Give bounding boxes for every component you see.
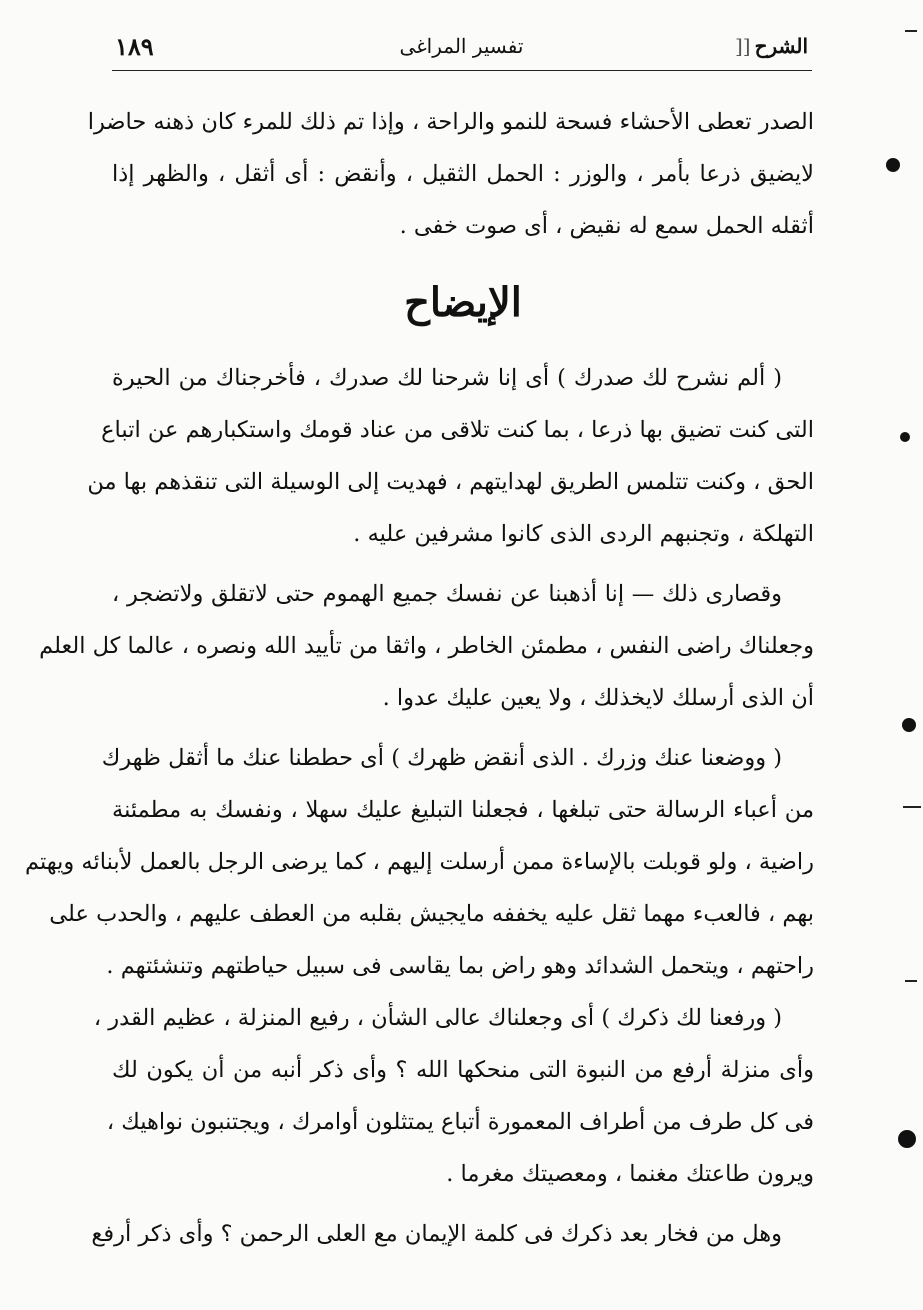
text-line: فى كل طرف من أطراف المعمورة أتباع يمتثلون أوامرك ، ويجتنبون نواهيك ، bbox=[106, 1109, 814, 1135]
page-body bbox=[24, 96, 814, 1260]
text-line: من أعباء الرسالة حتى تبلغها ، فجعلنا التبليغ عليك سهلا ، ونفسك به مطمئنة bbox=[112, 797, 814, 823]
intro-paragraph bbox=[87, 96, 814, 252]
scan-mark-icon bbox=[886, 158, 900, 172]
header-book-title: تفسير المراغى bbox=[399, 34, 524, 58]
text-line: راضية ، ولو قوبلت بالإساءة ممن أرسلت إليهم ، كما يرضى الرجل بالعمل لأبنائه ويهتم bbox=[24, 849, 814, 875]
page-number: ١٨٩ bbox=[115, 32, 154, 61]
text-line: لايضيق ذرعا بأمر ، والوزر : الحمل الثقيل ، وأنقض : أى أثقل ، والظهر إذا bbox=[112, 161, 814, 187]
scan-tick-icon bbox=[905, 30, 917, 32]
text-line: وجعلناك راضى النفس ، مطمئن الخاطر ، واثقا من تأييد الله ونصره ، عالما كل العلم bbox=[39, 633, 814, 659]
text-line: وهل من فخار بعد ذكرك فى كلمة الإيمان مع العلى الرحمن ؟ وأى ذكر أرفع bbox=[91, 1221, 782, 1247]
text-line: وقصارى ذلك — إنا أذهبنا عن نفسك جميع الهموم حتى لاتقلق ولاتضجر ، bbox=[112, 581, 782, 607]
paragraph bbox=[91, 1208, 814, 1260]
text-line: التى كنت تضيق بها ذرعا ، بما كنت تلاقى من عناد قومك واستكبارهم عن اتباع bbox=[101, 417, 814, 443]
text-line: وأى منزلة أرفع من النبوة التى منحكها الله ؟ وأى ذكر أنبه من أن يكون لك bbox=[112, 1057, 814, 1083]
scan-mark-icon bbox=[902, 718, 916, 732]
paragraph-gap bbox=[112, 560, 814, 568]
paragraph bbox=[93, 992, 814, 1200]
paragraph-gap bbox=[112, 1200, 814, 1208]
scan-tick-icon bbox=[905, 980, 917, 982]
bracket-glyph: [[ bbox=[734, 34, 751, 58]
text-line: ( ووضعنا عنك وزرك . الذى أنقض ظهرك ) أى حططنا عنك ما أثقل ظهرك bbox=[101, 745, 782, 771]
text-line: راحتهم ، ويتحمل الشدائد وهو راض بما يقاسى فى سبيل حياطتهم وتنشئتهم . bbox=[106, 953, 814, 979]
text-line: أن الذى أرسلك لايخذلك ، ولا يعين عليك عدوا . bbox=[382, 685, 814, 711]
section-name-label: الشرح bbox=[754, 34, 808, 58]
section-heading: الإيضاح bbox=[404, 279, 522, 326]
paragraph bbox=[39, 568, 814, 724]
text-line: ( ألم نشرح لك صدرك ) أى إنا شرحنا لك صدرك ، فأخرجناك من الحيرة bbox=[112, 365, 782, 391]
paragraph bbox=[87, 352, 814, 560]
text-line: بهم ، فالعبء مهما ثقل عليه يخففه مايجيش بقلبه من العطف عليهم ، والحدب على bbox=[49, 901, 814, 927]
text-line: أثقله الحمل سمع له نقيض ، أى صوت خفى . bbox=[399, 213, 814, 239]
text-line: ويرون طاعتك مغنما ، ومعصيتك مغرما . bbox=[446, 1161, 814, 1187]
scan-tick-icon bbox=[903, 806, 921, 808]
page-header bbox=[115, 26, 808, 66]
scan-mark-icon bbox=[898, 1130, 916, 1148]
text-line: الحق ، وكنت تتلمس الطريق لهدايتهم ، فهديت إلى الوسيلة التى تنقذهم بها من bbox=[87, 469, 814, 495]
paragraph-gap bbox=[112, 724, 814, 732]
scan-mark-icon bbox=[900, 432, 910, 442]
text-line: الصدر تعطى الأحشاء فسحة للنمو والراحة ، وإذا تم ذلك للمرء كان ذهنه حاضرا bbox=[87, 109, 814, 135]
header-divider bbox=[112, 70, 812, 71]
text-line: التهلكة ، وتجنبهم الردى الذى كانوا مشرفين عليه . bbox=[353, 521, 814, 547]
paragraph bbox=[24, 732, 814, 992]
text-line: ( ورفعنا لك ذكرك ) أى وجعلناك عالى الشأن ، رفيع المنزلة ، عظيم القدر ، bbox=[93, 1005, 782, 1031]
